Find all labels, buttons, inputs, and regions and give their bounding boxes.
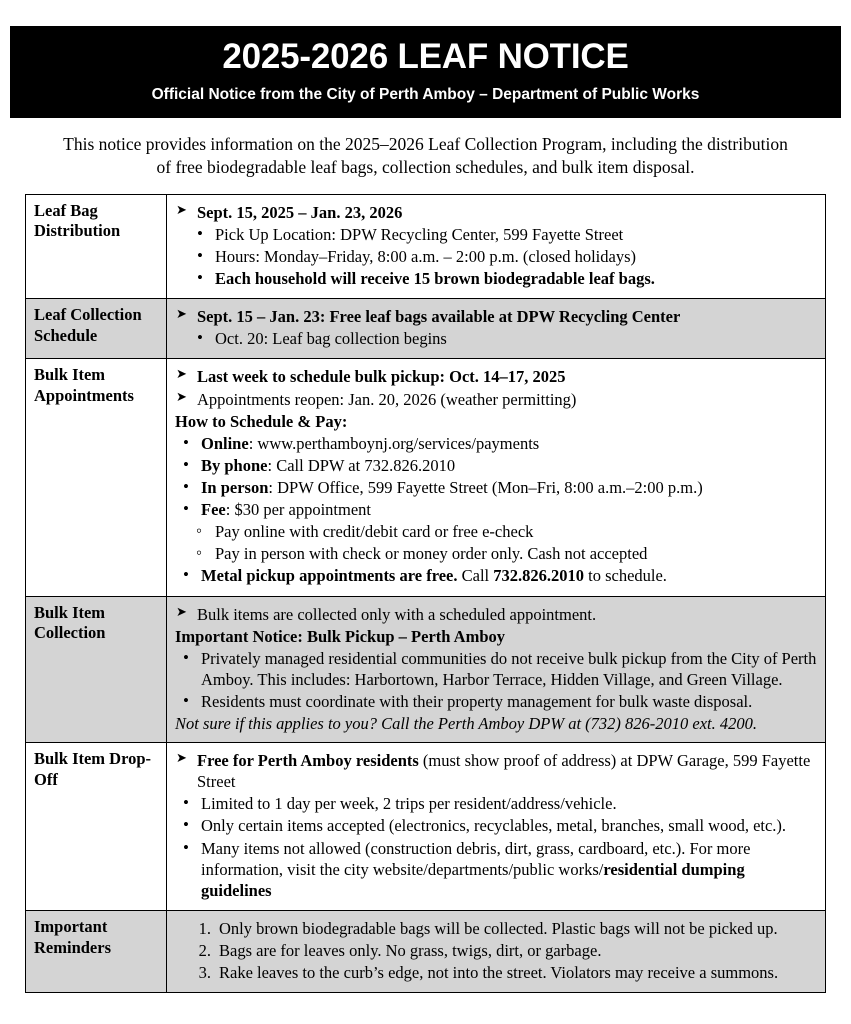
list-item: • Only certain items accepted (electronics, recyclables, metal, branches, small wood, etc.). <box>175 815 817 836</box>
text: By phone <box>201 455 268 475</box>
list-item: • Hours: Monday–Friday, 8:00 a.m. – 2:00 p.m. (closed holidays) <box>175 246 817 267</box>
list <box>175 366 817 409</box>
row-content-collection-schedule <box>167 299 826 359</box>
list <box>175 918 817 983</box>
row-content-bag-distribution <box>167 194 826 298</box>
list-item <box>175 306 817 327</box>
text: : Call DPW at 732.826.2010 <box>267 455 456 475</box>
text: Each household will receive 15 brown biodegradable leaf bags. <box>215 269 655 289</box>
list <box>175 306 817 349</box>
list-item <box>175 455 817 476</box>
list-item: ◦ Pay in person with check or money order only. Cash not accepted <box>175 543 817 564</box>
list-item: • Oct. 20: Leaf bag collection begins <box>175 328 817 349</box>
table-row <box>26 299 826 359</box>
text: Sept. 15, 2025 – Jan. 23, 2026 <box>197 202 403 222</box>
text: Call <box>457 566 494 586</box>
list-item <box>175 918 817 939</box>
list <box>175 648 817 712</box>
list-number: 3. <box>198 963 211 983</box>
list-item: • Limited to 1 day per week, 2 trips per resident/address/vehicle. <box>175 793 817 814</box>
list-item <box>175 750 817 792</box>
table-row <box>26 743 826 911</box>
text: Metal pickup appointments are free. <box>201 566 458 586</box>
text: : DPW Office, 599 Fayette Street (Mon–Fri, 8:00 a.m.–2:00 p.m.) <box>268 477 703 497</box>
italic-note <box>175 713 817 734</box>
row-label-bulk-collection: Bulk Item Collection <box>26 596 167 743</box>
list-item <box>175 962 817 983</box>
list-item <box>175 268 817 289</box>
text: Only brown biodegradable bags will be collected. Plastic bags will not be picked up. <box>219 918 778 938</box>
text: Fee <box>201 500 226 520</box>
list <box>175 604 817 625</box>
list-item: ➤ Bulk items are collected only with a scheduled appointment. <box>175 604 817 625</box>
text: (must show proof of address) at DPW Garage, 599 Fayette Street <box>197 751 811 792</box>
row-content-bulk-appointments <box>167 359 826 596</box>
table-row <box>26 194 826 298</box>
list-item: • Residents must coordinate with their property management for bulk waste disposal. <box>175 691 817 712</box>
row-label-bulk-dropoff: Bulk Item Drop-Off <box>26 743 167 911</box>
text: 732.826.2010 <box>493 566 584 586</box>
intro-line-2: of free biodegradable leaf bags, collection schedules, and bulk item disposal. <box>156 157 695 178</box>
list-item <box>175 499 817 520</box>
list-item: ➤ Appointments reopen: Jan. 20, 2026 (weather permitting) <box>175 389 817 410</box>
list <box>175 433 817 587</box>
text: : $30 per appointment <box>225 500 371 520</box>
list <box>175 202 817 289</box>
text: In person <box>201 477 269 497</box>
subheading-how-to-schedule: How to Schedule & Pay: <box>175 411 348 431</box>
list-item: ◦ Pay online with credit/debit card or free e-check <box>175 521 817 542</box>
text: Online <box>201 433 249 453</box>
list-item <box>175 433 817 454</box>
text: Free for Perth Amboy residents <box>197 751 419 771</box>
subheading-important-notice: Important Notice: Bulk Pickup – Perth Amboy <box>175 626 505 646</box>
list-item <box>175 838 817 901</box>
list-item <box>175 940 817 961</box>
list-item: • Privately managed residential communities do not receive bulk pickup from the City of Perth Amboy. This includes: Harbortown, Harbor Terrace, Hidden Village, and Green Village. <box>175 648 817 690</box>
page-title: 2025-2026 LEAF NOTICE <box>222 37 629 76</box>
list-item <box>175 202 817 223</box>
intro-paragraph <box>40 133 811 180</box>
list-item: • Pick Up Location: DPW Recycling Center, 599 Fayette Street <box>175 224 817 245</box>
row-label-collection-schedule: Leaf Collection Schedule <box>26 299 167 359</box>
text: to schedule. <box>584 566 667 586</box>
row-label-bulk-appointments: Bulk Item Appointments <box>26 359 167 596</box>
table-row <box>26 359 826 596</box>
text: Not sure if this applies to you? Call the Perth Amboy DPW at (732) 826-2010 ext. 4200. <box>175 714 758 734</box>
text: Bags are for leaves only. No grass, twigs, dirt, or garbage. <box>219 941 602 961</box>
header-banner <box>10 26 841 118</box>
text: : www.perthamboynj.org/services/payments <box>248 433 540 453</box>
row-label-reminders: Important Reminders <box>26 910 167 992</box>
row-content-bulk-collection <box>167 596 826 743</box>
list-item <box>175 366 817 387</box>
text: Rake leaves to the curb’s edge, not into the street. Violators may receive a summons. <box>219 963 779 983</box>
table-row <box>26 596 826 743</box>
text: Many items not allowed (construction debris, dirt, grass, cardboard, etc.). For more information, visit the city website/departments/public works/ <box>201 838 751 879</box>
list <box>175 750 817 901</box>
list-number: 1. <box>198 918 211 938</box>
page-subtitle: Official Notice from the City of Perth Amboy – Department of Public Works <box>151 85 700 103</box>
list-number: 2. <box>198 941 211 961</box>
table-row <box>26 910 826 992</box>
intro-line-1: This notice provides information on the 2025–2026 Leaf Collection Program, including the distribution <box>63 133 788 154</box>
text: Last week to schedule bulk pickup: Oct. 14–17, 2025 <box>197 367 566 387</box>
notice-table <box>25 194 826 994</box>
text: Sept. 15 – Jan. 23: Free leaf bags available at DPW Recycling Center <box>197 307 681 327</box>
list-item <box>175 477 817 498</box>
list-item <box>175 565 817 586</box>
row-content-reminders <box>167 910 826 992</box>
row-label-bag-distribution: Leaf Bag Distribution <box>26 194 167 298</box>
text: residential dumping guidelines <box>201 859 745 900</box>
row-content-bulk-dropoff <box>167 743 826 911</box>
